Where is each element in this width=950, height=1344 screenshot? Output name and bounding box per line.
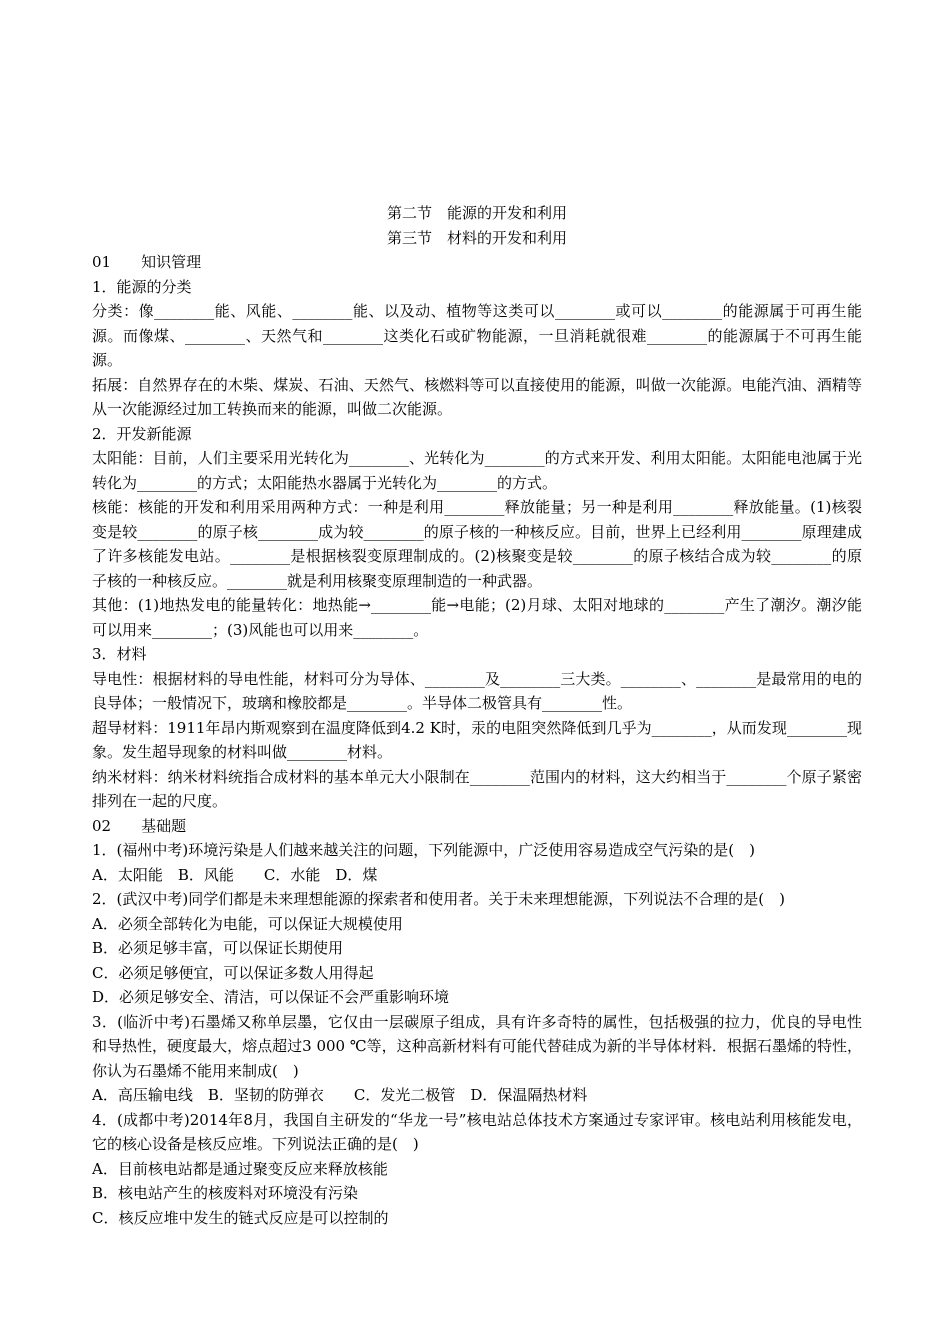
section-heading-basic: 02 基础题: [92, 816, 187, 835]
paragraph-extension: 拓展：自然界存在的木柴、煤炭、石油、天然气、核燃料等可以直接使用的能源，叫做一次能源。电能汽油、酒精等从一次能源经过加工转换而来的能源，叫做二次能源。: [92, 375, 862, 418]
question-1-options: A．太阳能 B．风能 C．水能 D．煤: [92, 865, 378, 884]
paragraph-nuclear: 核能：核能的开发和利用采用两种方式：一种是利用________释放能量；另一种是利用________释放能量。(1)核裂变是较________的原子核________成为较________的原子核的一种核反应。目前，世界上已经利用________原理建成了许多核能发电站。________是根据核裂变原理制成的。(2)核聚变是较________的原子核结合成为较________的原子核的一种核反应。________就是利用核聚变原理制造的一种武器。: [92, 498, 862, 590]
paragraph-conductivity: 导电性：根据材料的导电性能，材料可分为导体、________及________三大类。________、________是最常用的电的良导体；一般情况下，玻璃和橡胶都是________。半导体二极管具有________性。: [92, 669, 862, 712]
subheading-energy-classification: 1．能源的分类: [92, 277, 192, 296]
question-3: 3．(临沂中考)石墨烯又称单层墨，它仅由一层碳原子组成，具有许多奇特的属性，包括极强的拉力，优良的导电性和导热性，硬度最大，熔点超过3 000 ℃等，这种高新材料有可能代替硅成为新的半导体材料．根据石墨烯的特性，你认为石墨烯不能用来制成( ): [92, 1012, 862, 1080]
question-2-option-a: A．必须全部转化为电能，可以保证大规模使用: [92, 914, 403, 933]
subheading-materials: 3．材料: [92, 645, 147, 663]
paragraph-superconductor: 超导材料：1911年昂内斯观察到在温度降低到4.2 K时，汞的电阻突然降低到几乎为________，从而发现________现象。发生超导现象的材料叫做________材料。: [92, 718, 862, 761]
question-2: 2．(武汉中考)同学们都是未来理想能源的探索者和使用者。关于未来理想能源，下列说法不合理的是( ): [92, 890, 785, 908]
paragraph-solar: 太阳能：目前，人们主要采用光转化为________、光转化为________的方式来开发、利用太阳能。太阳能电池属于光转化为________的方式；太阳能热水器属于光转化为________的方式。: [92, 449, 862, 492]
question-4: 4．(成都中考)2014年8月，我国自主研发的“华龙一号”核电站总体技术方案通过专家评审。核电站利用核能发电，它的核心设备是核反应堆。下列说法正确的是( ): [92, 1110, 862, 1153]
title-line-1: 第二节 能源的开发和利用: [386, 204, 567, 222]
question-3-options: A．高压输电线 B．坚韧的防弹衣 C．发光二极管 D．保温隔热材料: [92, 1086, 588, 1104]
question-2-option-d: D．必须足够安全、清洁，可以保证不会严重影响环境: [92, 988, 450, 1006]
question-4-option-b: B．核电站产生的核废料对环境没有污染: [92, 1184, 359, 1202]
subheading-new-energy: 2．开发新能源: [92, 424, 192, 443]
question-1: 1．(福州中考)环境污染是人们越来越关注的问题，下列能源中，广泛使用容易造成空气污染的是( ): [92, 841, 755, 859]
paragraph-other: 其他：(1)地热发电的能量转化：地热能→________能→电能；(2)月球、太阳对地球的________产生了潮汐。潮汐能可以用来________；(3)风能也可以用来________。: [92, 596, 862, 639]
title-line-2: 第三节 材料的开发和利用: [386, 228, 567, 247]
question-4-option-a: A．目前核电站都是通过聚变反应来释放核能: [92, 1159, 388, 1178]
document-content: [92, 201, 862, 1230]
question-4-option-c: C．核反应堆中发生的链式反应是可以控制的: [92, 1208, 389, 1227]
question-2-option-c: C．必须足够便宜，可以保证多数人用得起: [92, 963, 374, 982]
paragraph-nanomaterial: 纳米材料：纳米材料统指合成材料的基本单元大小限制在________范围内的材料，这大约相当于________个原子紧密排列在一起的尺度。: [92, 767, 862, 810]
section-heading-knowledge: 01 知识管理: [92, 253, 202, 271]
question-2-option-b: B．必须足够丰富，可以保证长期使用: [92, 939, 344, 957]
paragraph-classification: 分类：像________能、风能、________能、以及动、植物等这类可以________或可以________的能源属于可再生能源。而像煤、________、天然气和________这类化石或矿物能源，一旦消耗就很难________的能源属于不可再生能源。: [92, 302, 862, 369]
